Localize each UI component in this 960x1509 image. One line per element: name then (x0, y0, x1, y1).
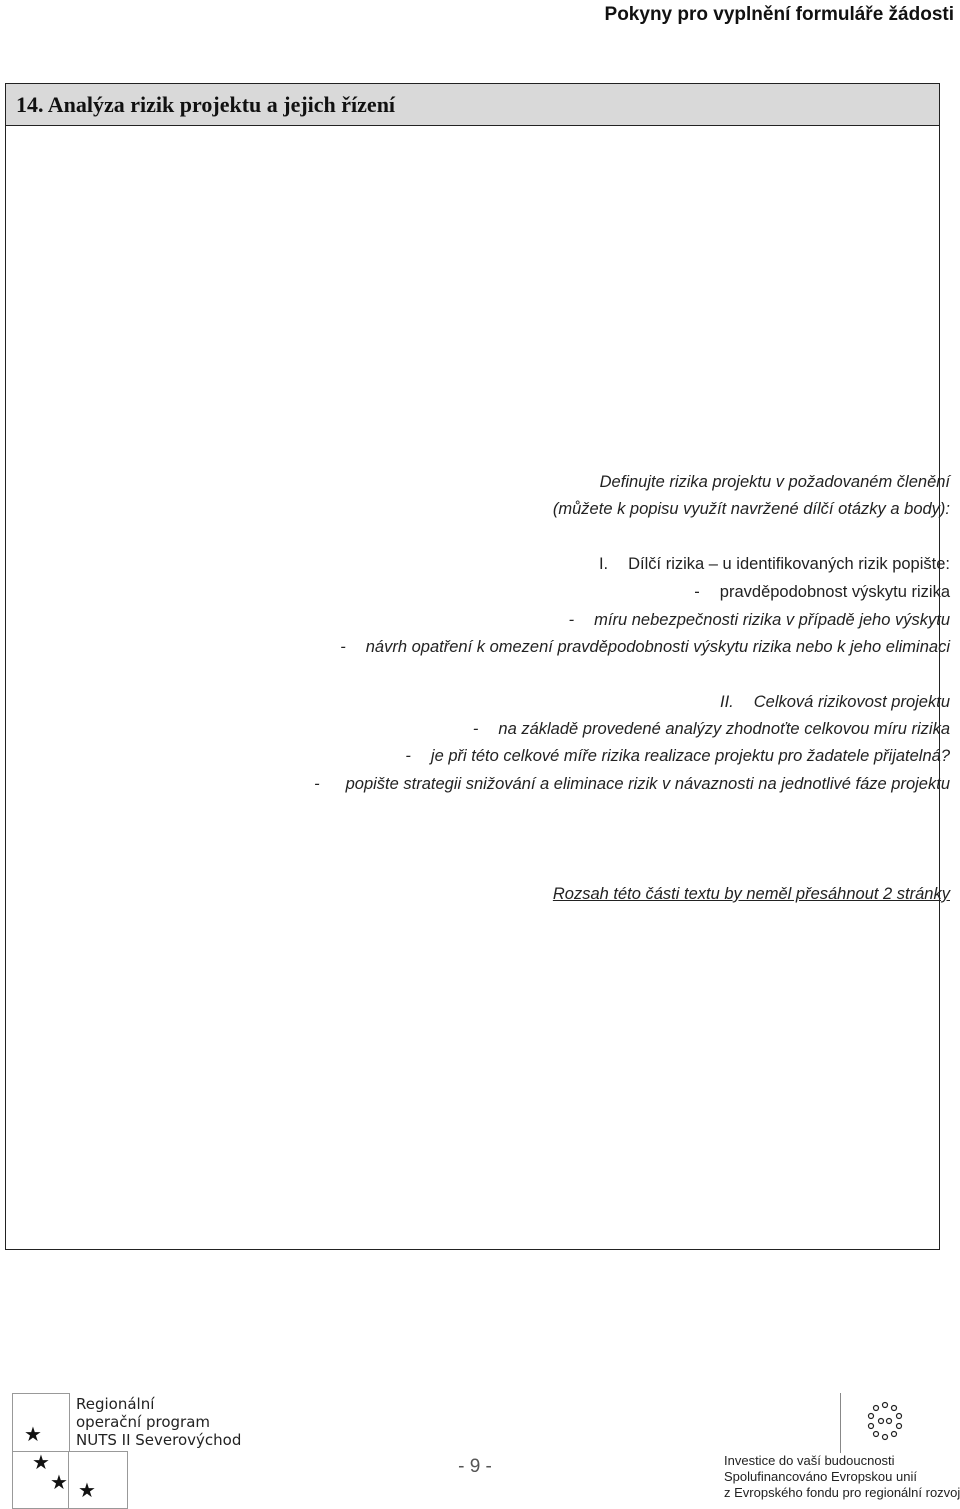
eu-logo-text (724, 1453, 960, 1501)
part1-title-line (599, 555, 950, 574)
part2-item-3 (314, 775, 950, 794)
eu-logo-line-1: Investice do vaší budoucnosti (724, 1453, 895, 1468)
part1-item-2-text: míru nebezpečnosti rizika v případě jeho výskytu (594, 611, 950, 629)
part2-item-3-text: popište strategii snižování a eliminace rizik v návaznosti na jednotlivé fáze projektu (345, 775, 950, 793)
part1-item-3-text: návrh opatření k omezení pravděpodobnosti výskytu rizika nebo k jeho eliminaci (365, 638, 950, 656)
part2-item-2-text: je při této celkové míře rizika realizace projektu pro žadatele přijatelná? (430, 747, 950, 765)
part2-title: Celková rizikovost projektu (753, 693, 950, 711)
intro-line-2: (můžete k popisu využít navržené dílčí otázky a body): (552, 500, 950, 518)
intro-line-1: Definujte rizika projektu v požadovaném členění (599, 473, 950, 491)
section-heading-bar (6, 84, 939, 126)
document-header-title: Pokyny pro vyplnění formuláře žádosti (604, 4, 954, 25)
rop-logo-line-3: NUTS II Severovýchod (76, 1431, 242, 1449)
star-icon: ★ (24, 1424, 42, 1446)
part2-title-line (720, 693, 950, 712)
page-number: - 9 - (458, 1456, 492, 1477)
eu-flag-icon (840, 1393, 911, 1453)
bullet: - (694, 583, 700, 601)
part1-title: Dílčí rizika – u identifikovaných rizik popište: (628, 555, 950, 573)
part2-numeral: II. (719, 693, 734, 711)
part1-item-1 (694, 583, 950, 602)
rop-logo (12, 1393, 312, 1509)
eu-logo-line-2: Spolufinancováno Evropskou unií (724, 1469, 917, 1484)
star-icon: ★ (50, 1472, 68, 1494)
section-heading: 14. Analýza rizik projektu a jejich řízení (16, 92, 396, 117)
section-box (5, 83, 940, 1250)
eu-logo-line-3: z Evropského fondu pro regionální rozvoj (724, 1485, 960, 1500)
bullet: - (405, 747, 411, 765)
part1-item-2 (569, 611, 950, 630)
logo-flag-frame (68, 1451, 128, 1509)
part1-item-1-text: pravděpodobnost výskytu rizika (719, 583, 950, 601)
rop-logo-line-2: operační program (76, 1413, 211, 1431)
eu-logo (680, 1393, 960, 1509)
star-icon: ★ (32, 1452, 50, 1474)
part1-numeral: I. (598, 555, 609, 573)
rop-logo-line-1: Regionální (76, 1395, 155, 1413)
rop-logo-text (76, 1395, 241, 1449)
bullet: - (472, 720, 479, 738)
star-icon: ★ (78, 1480, 96, 1502)
length-note: Rozsah této části textu by neměl přesáhnout 2 stránky (552, 885, 950, 903)
bullet: - (340, 638, 346, 656)
part2-item-1 (473, 720, 950, 739)
part2-item-2 (405, 747, 950, 766)
part1-item-3 (340, 638, 950, 657)
part2-item-1-text: na základě provedené analýzy zhodnoťte celkovou míru rizika (498, 720, 950, 738)
bullet: - (314, 775, 320, 793)
bullet: - (568, 611, 575, 629)
